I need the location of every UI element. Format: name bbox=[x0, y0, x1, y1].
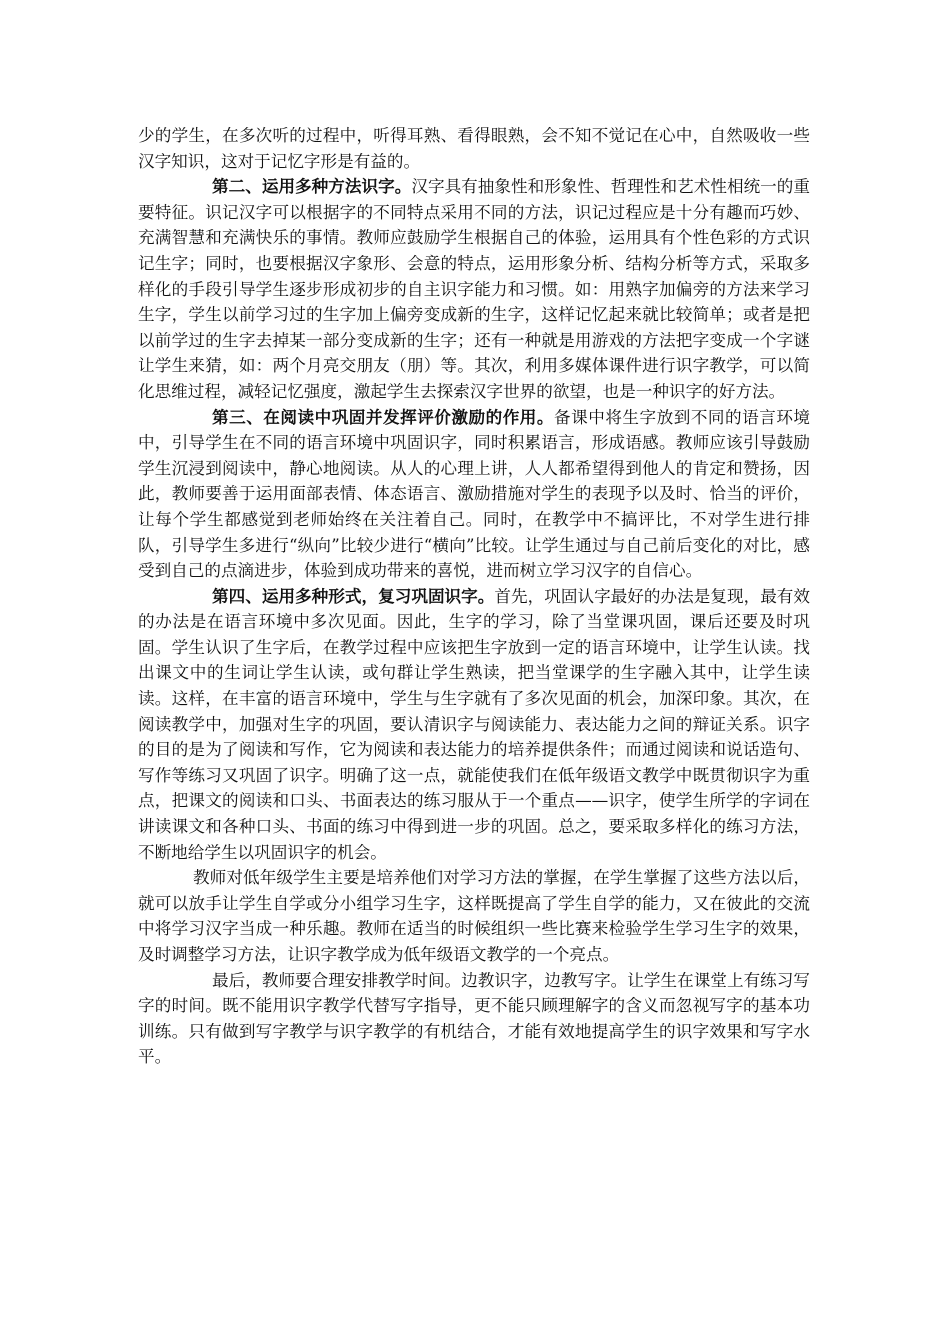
paragraph-heading: 第二、运用多种方法识字。 bbox=[212, 176, 412, 197]
paragraph-body: 最后，教师要合理安排教学时间。边教识字，边教写字。让学生在课堂上有练习写字的时间。既不能用识字教学代替写字指导，更不能只顾理解字的含义而忽视写字的基本功训练。只有做到写字教学与识字教学的有机结合，才能有效地提高学生的识字效果和写字水平。 bbox=[138, 970, 810, 1067]
paragraph-body: 教师对低年级学生主要是培养他们对学习方法的掌握，在学生掌握了这些方法以后，就可以放手让学生自学或分小组学习生字，这样既提高了学生自学的能力，又在彼此的交流中将学习汉字当成一种乐趣。教师在适当的时候组织一些比赛来检验学生学习生字的效果，及时调整学习方法，让识字教学成为低年级语文教学的一个亮点。 bbox=[138, 868, 810, 964]
paragraph-continuation bbox=[138, 123, 810, 174]
paragraph-summary bbox=[138, 865, 810, 967]
document-page bbox=[138, 123, 810, 1070]
paragraph-body: 汉字具有抽象性和形象性、哲理性和艺术性相统一的重要特征。识记汉字可以根据字的不同特点采用不同的方法，识记过程应是十分有趣而巧妙、充满智慧和充满快乐的事情。教师应鼓励学生根据自己的体验，运用具有个性色彩的方式识记生字；同时，也要根据汉字象形、会意的特点，运用形象分析、结构分析等方式，采取多样化的手段引导学生逐步形成初步的自主识字能力和习惯。如：用熟字加偏旁的方法来学习生字，学生以前学习过的生字加上偏旁变成新的生字，这样记忆起来就比较简单；或者是把以前学过的生字去掉某一部分变成新的生字；还有一种就是用游戏的方法把字变成一个字谜让学生来猜，如：两个月亮交朋友（朋）等。其次，利用多媒体课件进行识字教学，可以简化思维过程，减轻记忆强度，激起学生去探索汉字世界的欲望，也是一种识字的好方法。 bbox=[138, 177, 811, 401]
paragraph-heading: 第三、在阅读中巩固并发挥评价激励的作用。 bbox=[212, 406, 555, 427]
paragraph-body: 首先，巩固认字最好的办法是复现，最有效的办法是在语言环境中多次见面。因此，生字的学习，除了当堂课巩固，课后还要及时巩固。学生认识了生字后，在教学过程中应该把生字放到一定的语言环境中，让学生认读。找出课文中的生词让学生认读，或句群让学生熟读，把当堂课学的生字融入其中，让学生读读。这样，在丰富的语言环境中，学生与生字就有了多次见面的机会，加深印象。其次，在阅读教学中，加强对生字的巩固，要认清识字与阅读能力、表达能力之间的辩证关系。识字的目的是为了阅读和写作，它为阅读和表达能力的培养提供条件；而通过阅读和说话造句、写作等练习又巩固了识字。明确了这一点，就能使我们在低年级语文教学中既贯彻识字为重点，把课文的阅读和口头、书面表达的练习服从于一个重点——识字，使学生所学的字词在讲读课文和各种口头、书面的练习中得到进一步的巩固。总之，要采取多样化的练习方法，不断地给学生以巩固识字的机会。 bbox=[138, 586, 811, 862]
paragraph-method-3 bbox=[138, 405, 810, 584]
paragraph-method-4 bbox=[138, 584, 810, 866]
paragraph-conclusion bbox=[138, 968, 810, 1070]
paragraph-method-2 bbox=[138, 174, 810, 404]
paragraph-body: 备课中将生字放到不同的语言环境中，引导学生在不同的语言环境中巩固识字，同时积累语言，形成语感。教师应该引导鼓励学生沉浸到阅读中，静心地阅读。从人的心理上讲，人人都希望得到他人的肯定和赞扬，因此，教师要善于运用面部表情、体态语言、激励措施对学生的表现予以及时、恰当的评价，让每个学生都感觉到老师始终在关注着自己。同时，在教学中不搞评比，不对学生进行排队，引导学生多进行“纵向”比较少进行“横向”比较。让学生通过与自己前后变化的对比，感受到自己的点滴进步，体验到成功带来的喜悦，进而树立学习汉字的自信心。 bbox=[138, 407, 811, 581]
paragraph-body: 少的学生，在多次听的过程中，听得耳熟、看得眼熟，会不知不觉记在心中，自然吸收一些汉字知识，这对于记忆字形是有益的。 bbox=[138, 126, 810, 171]
paragraph-heading: 第四、运用多种形式，复习巩固识字。 bbox=[212, 585, 495, 606]
